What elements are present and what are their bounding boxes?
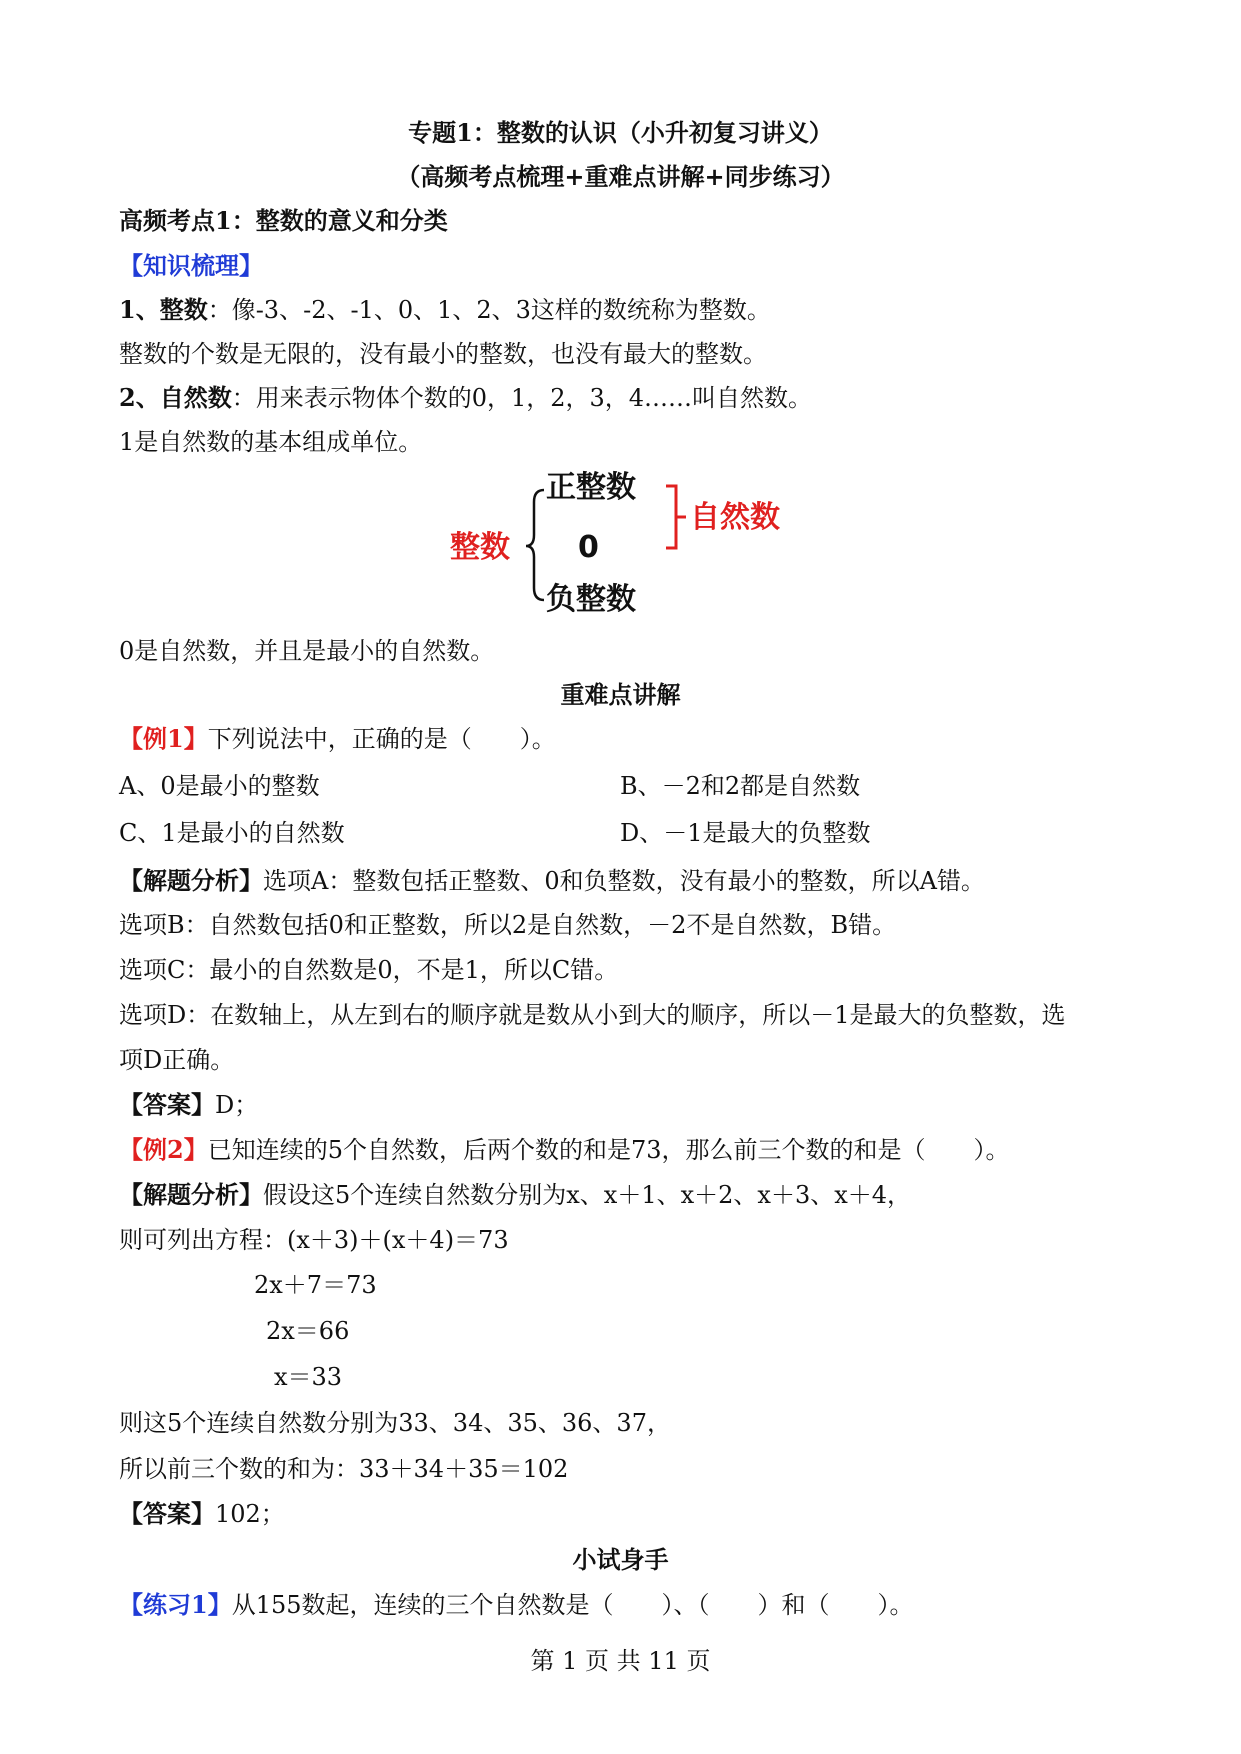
paragraph: 1是自然数的基本组成单位。 [119, 428, 423, 456]
example-tag: 【例1】 [119, 724, 208, 753]
answer-tag: 【答案】 [119, 1090, 215, 1119]
paragraph [119, 383, 812, 413]
analysis-line: 则这5个连续自然数分别为33、34、35、36、37， [119, 1409, 671, 1437]
analysis-line: 所以前三个数的和为：33＋34＋35＝102 [119, 1455, 569, 1483]
example-tag: 【例2】 [119, 1135, 208, 1164]
term-text: ：用来表示物体个数的0，1，2，3，4……叫自然数。 [231, 384, 813, 412]
practice-tag: 【练习1】 [119, 1590, 232, 1619]
analysis [119, 1180, 911, 1210]
term-label: 2、自然数 [119, 383, 232, 412]
analysis-line: 选项B：自然数包括0和正整数，所以2是自然数，－2不是自然数，B错。 [119, 911, 897, 939]
analysis-tag: 【解题分析】 [119, 866, 263, 895]
answer [119, 1090, 258, 1120]
diagram-root: 整数 [450, 530, 510, 565]
section-heading: 重难点讲解 [560, 680, 681, 709]
diagram-zero: 0 [578, 530, 599, 565]
practice-1 [119, 1590, 914, 1620]
example-2 [119, 1135, 1010, 1165]
right-bracket [666, 486, 676, 548]
term-text: ：像-3、-2、-1、0、1、2、3这样的数统称为整数。 [207, 296, 771, 324]
option-a: A、0是最小的整数 [119, 772, 320, 800]
doc-title: 专题1：整数的认识（小升初复习讲义） [408, 118, 833, 147]
diagram-positive: 正整数 [546, 470, 636, 505]
diagram-natural: 自然数 [690, 500, 780, 535]
analysis [119, 866, 985, 896]
equation-step: 2x＝66 [266, 1317, 350, 1345]
answer [119, 1499, 285, 1529]
page-footer: 第 1 页 共 11 页 [530, 1647, 711, 1675]
option-d: D、－1是最大的负整数 [620, 819, 871, 847]
example-text: 已知连续的5个自然数，后两个数的和是73，那么前三个数的和是（ ）。 [207, 1136, 1010, 1164]
analysis-line: 项D正确。 [119, 1046, 235, 1074]
answer-text: 102； [215, 1500, 285, 1528]
diagram-negative: 负整数 [546, 582, 636, 617]
analysis-tag: 【解题分析】 [119, 1180, 263, 1209]
analysis-line: 选项C：最小的自然数是0，不是1，所以C错。 [119, 956, 619, 984]
section-heading: 高频考点1：整数的意义和分类 [119, 206, 448, 235]
section-heading: 小试身手 [572, 1545, 669, 1574]
analysis-text: 选项A：整数包括正整数、0和负整数，没有最小的整数，所以A错。 [263, 867, 985, 895]
answer-tag: 【答案】 [119, 1499, 215, 1528]
practice-text: 从155数起，连续的三个自然数是（ ）、（ ）和（ ）。 [231, 1591, 914, 1619]
knowledge-tag: 【知识梳理】 [119, 251, 263, 280]
example-text: 下列说法中，正确的是（ ）。 [207, 725, 556, 753]
doc-subtitle: （高频考点梳理+重难点讲解+同步练习） [396, 162, 845, 191]
analysis-line: 则可列出方程：(x＋3)＋(x＋4)＝73 [119, 1226, 509, 1254]
answer-text: D； [215, 1091, 259, 1119]
paragraph [119, 295, 771, 325]
analysis-line: 选项D：在数轴上，从左到右的顺序就是数从小到大的顺序，所以－1是最大的负整数，选 [119, 1001, 1066, 1029]
paragraph: 整数的个数是无限的，没有最小的整数，也没有最大的整数。 [119, 340, 767, 368]
analysis-text: 假设这5个连续自然数分别为x、x＋1、x＋2、x＋3、x＋4， [263, 1181, 912, 1209]
term-label: 1、整数 [119, 295, 208, 324]
example-1 [119, 724, 556, 754]
equation-step: 2x＋7＝73 [254, 1271, 377, 1299]
option-b: B、－2和2都是自然数 [620, 772, 861, 800]
paragraph: 0是自然数，并且是最小的自然数。 [119, 637, 495, 665]
left-brace [526, 490, 544, 600]
equation-step: x＝33 [274, 1363, 343, 1391]
option-c: C、1是最小的自然数 [119, 819, 345, 847]
